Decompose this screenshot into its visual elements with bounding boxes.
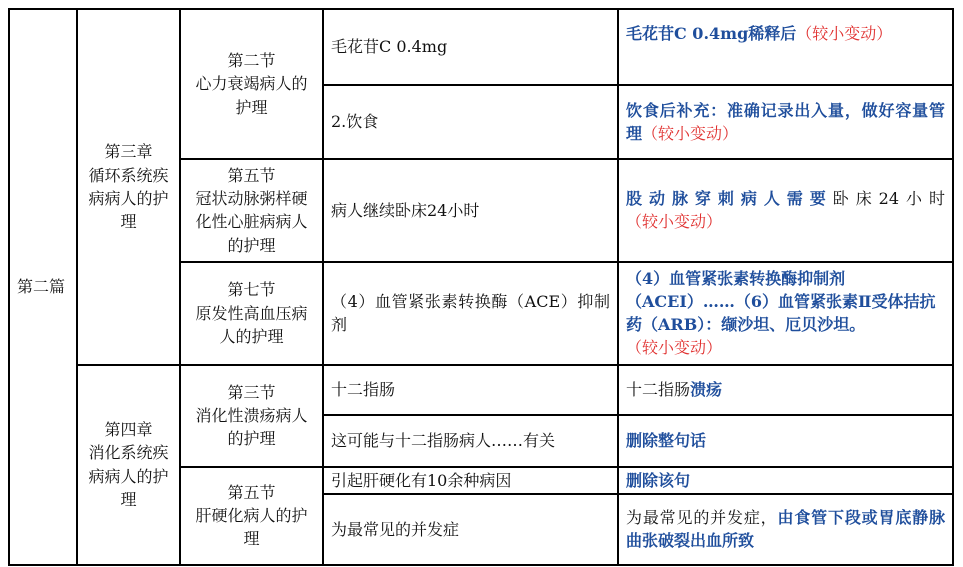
section-line: 消化性溃疡病人 <box>195 405 308 425</box>
table-row <box>9 9 953 85</box>
section-line: 的护理 <box>227 235 276 255</box>
section-cell <box>180 467 323 565</box>
original-text: 十二指肠 <box>331 379 396 399</box>
original-text-cell <box>323 159 618 262</box>
original-text: （4）血管紧张素转换酶（ACE）抑制剂 <box>331 291 610 335</box>
section-line: 的护理 <box>227 429 276 449</box>
revision-table <box>8 8 954 566</box>
change-note: （较小变动） <box>626 212 723 232</box>
chapter-line: 消化系统疾 <box>88 443 169 463</box>
chapter-cell-3 <box>77 9 180 365</box>
chapter-line: 病病人的护 <box>88 466 169 486</box>
section-line: 原发性高血压病 <box>195 303 308 323</box>
revised-text-cell <box>618 262 953 365</box>
chapter-line: 第三章 <box>104 142 153 162</box>
revised-text-cell <box>618 467 953 494</box>
revised-text: 溃疡 <box>690 379 723 399</box>
section-line: 人的护理 <box>219 326 284 346</box>
change-note: （较小变动） <box>626 338 723 358</box>
original-text: 这可能与十二指肠病人……有关 <box>331 430 556 450</box>
original-text: 引起肝硬化有10余种病因 <box>331 470 512 490</box>
revised-text-cell <box>618 159 953 262</box>
chapter-line: 理 <box>120 211 137 231</box>
section-line: 第二节 <box>227 51 276 71</box>
section-line: 心力衰竭病人的 <box>195 74 308 94</box>
chapter-line: 理 <box>120 489 137 509</box>
chapter-line: 循环系统疾 <box>88 165 169 185</box>
original-text: 为最常见的并发症 <box>331 519 460 539</box>
original-text-cell <box>323 415 618 467</box>
revised-text: （4）血管紧张素转换酶抑制剂（ACEI）……（6）血管紧张素Ⅱ受体拮抗药（ARB）：缬沙坦、厄贝沙坦。 <box>626 268 936 335</box>
section-line: 化性心脏病病人 <box>195 212 308 232</box>
section-line: 第五节 <box>227 482 276 502</box>
section-cell <box>180 365 323 467</box>
revised-text-cell <box>618 85 953 159</box>
section-cell <box>180 262 323 365</box>
revised-text: 毛花苷C 0.4mg稀释后 <box>626 24 797 43</box>
original-text: 毛花苷C 0.4mg <box>331 37 448 57</box>
chapter-line: 病病人的护 <box>88 188 169 208</box>
section-line: 护理 <box>235 97 268 117</box>
original-text: 病人继续卧床24小时 <box>331 200 480 220</box>
section-line: 肝硬化病人的护 <box>195 506 308 525</box>
part-cell <box>9 9 77 565</box>
revised-text-cell <box>618 494 953 565</box>
original-text-cell <box>323 262 618 365</box>
revised-text-cell <box>618 365 953 415</box>
part-label: 第二篇 <box>17 277 66 297</box>
original-text: 2.饮食 <box>331 112 379 132</box>
section-line: 第五节 <box>227 166 276 185</box>
original-text-cell <box>323 365 618 415</box>
original-text-cell <box>323 494 618 565</box>
section-line: 冠状动脉粥样硬 <box>195 189 308 209</box>
table-row <box>9 365 953 415</box>
section-cell <box>180 159 323 262</box>
section-line: 第三节 <box>227 382 276 402</box>
change-note: （较小变动） <box>642 124 739 143</box>
revised-text: 股动脉穿刺病人需要 <box>626 189 833 209</box>
change-note: （较小变动） <box>796 24 893 43</box>
revised-text: 删除该句 <box>626 470 691 490</box>
revised-text: 饮食后补充：准确记录出入量，做好容量管理 <box>626 100 945 143</box>
revised-text-cell <box>618 415 953 467</box>
section-line: 第七节 <box>227 280 276 300</box>
chapter-cell-4 <box>77 365 180 565</box>
section-line: 理 <box>243 529 260 549</box>
revised-text: 由食管下段或胃底静脉曲张破裂出血所致 <box>626 508 945 551</box>
revised-text: 删除整句话 <box>626 430 707 450</box>
revised-text-cell <box>618 9 953 85</box>
revised-plain-text: 十二指肠 <box>626 379 691 399</box>
revised-plain-text: 为最常见的并发症， <box>626 508 778 527</box>
revised-plain-text: 卧床24小时 <box>832 189 945 209</box>
original-text-cell <box>323 467 618 494</box>
original-text-cell <box>323 85 618 159</box>
original-text-cell <box>323 9 618 85</box>
chapter-line: 第四章 <box>104 420 153 440</box>
section-cell <box>180 9 323 159</box>
